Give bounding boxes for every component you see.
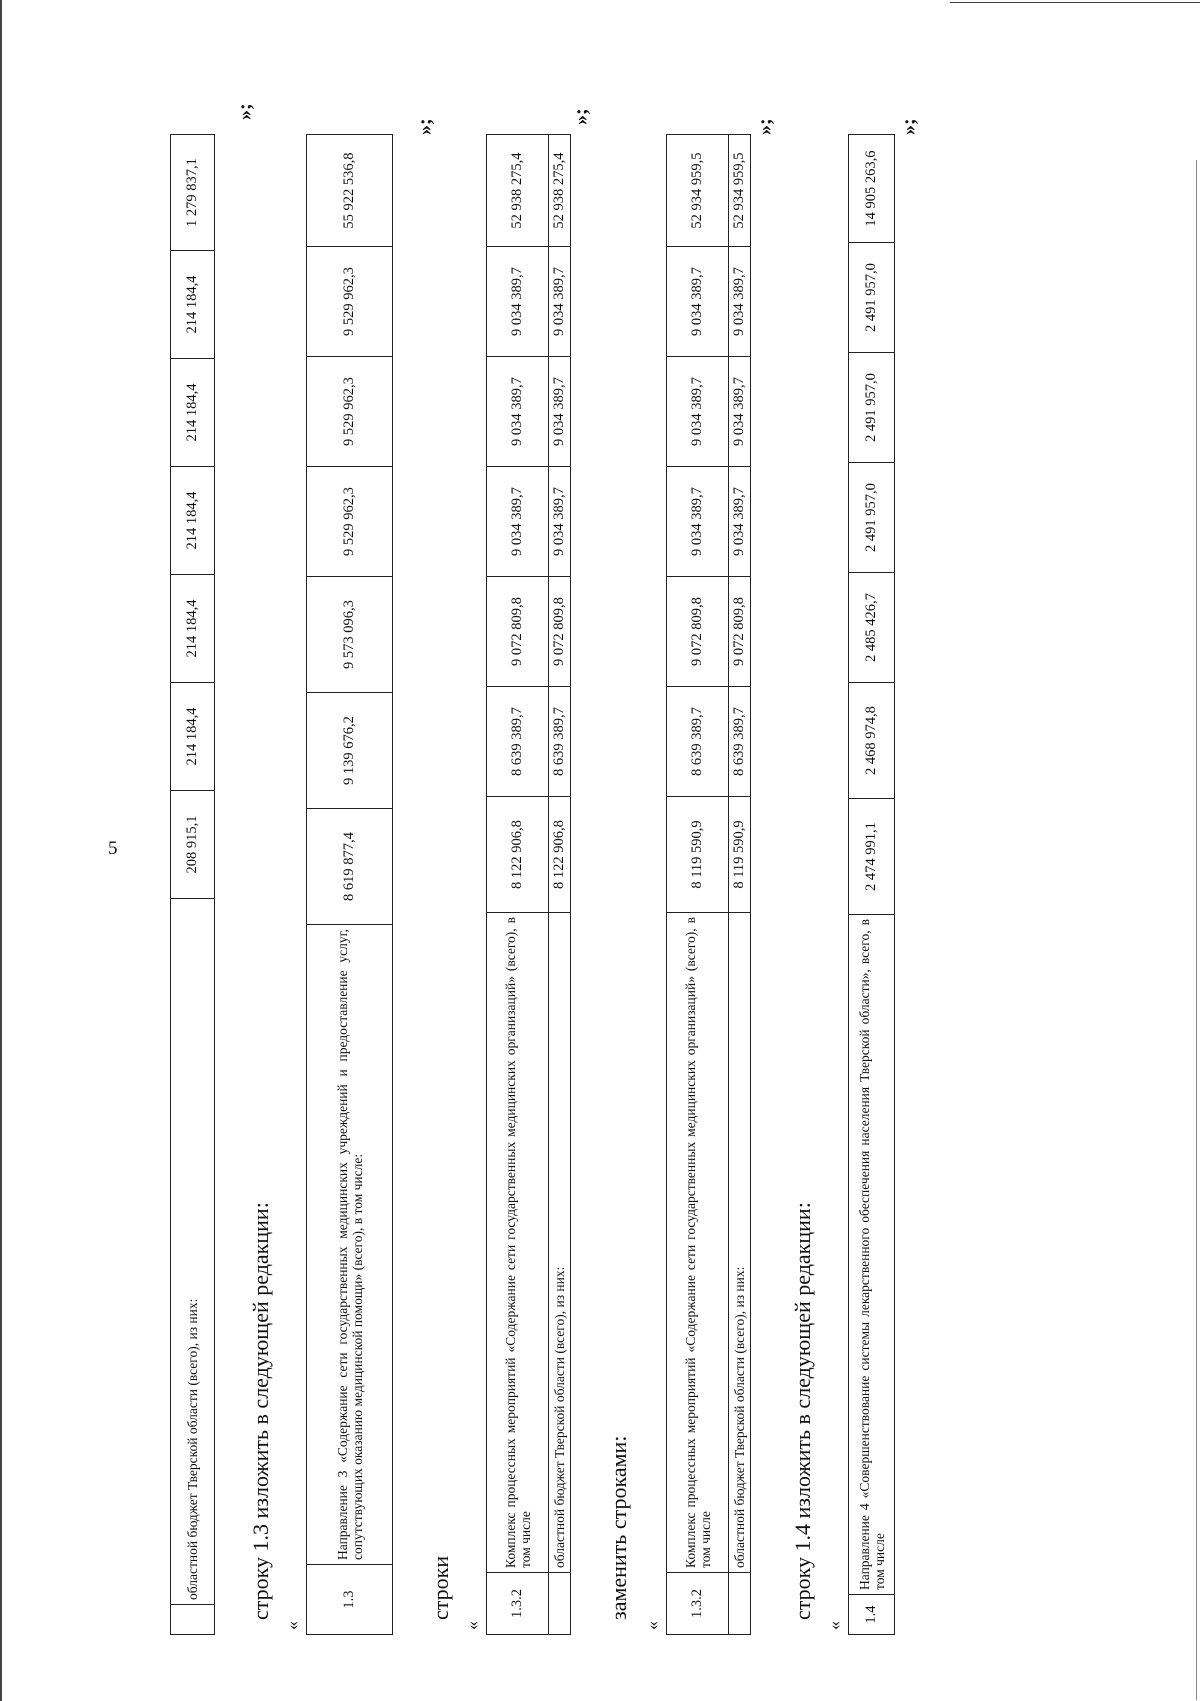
row-code: 1.3 [307, 1565, 393, 1635]
value-cell: 8 119 590,9 [667, 797, 729, 913]
table-row-1-4 [848, 134, 895, 1635]
table-row [729, 135, 751, 1635]
value-cell: 52 934 959,5 [667, 135, 729, 247]
value-cell: 9 072 809,8 [667, 577, 729, 687]
value-cell: 8 122 906,8 [487, 797, 549, 913]
table-row [171, 135, 215, 1635]
value-cell: 2 491 957,0 [849, 353, 895, 463]
value-cell: 214 184,4 [171, 251, 215, 359]
value-cell: 9 072 809,8 [487, 577, 549, 687]
value-cell: 9 034 389,7 [729, 467, 751, 577]
row-code [549, 1573, 571, 1635]
value-cell: 9 034 389,7 [667, 357, 729, 467]
value-cell: 2 491 957,0 [849, 243, 895, 353]
table-row [487, 135, 549, 1635]
value-cell: 214 184,4 [171, 683, 215, 791]
table-rows-new [666, 134, 751, 1635]
value-cell: 8 639 389,7 [667, 687, 729, 797]
table-row [549, 135, 571, 1635]
instruction-replace: заменить строками: [606, 1435, 631, 1620]
value-cell: 52 934 959,5 [729, 135, 751, 247]
close-quote: »; [414, 118, 436, 135]
open-quote: « [282, 1621, 302, 1630]
close-quote: »; [754, 118, 776, 135]
table-first-row [170, 134, 215, 1635]
row-label: Направление 3 «Содержание сети государственных медицинских учреждений и предоставление услуг, сопутствующих оказанию медицинской помощи» (всего), в том числе: [307, 925, 393, 1565]
row-code [729, 1573, 751, 1635]
instruction-row-1-3: строку 1.3 изложить в следующей редакции: [248, 1202, 273, 1620]
close-quote: »; [898, 118, 920, 135]
row-code: 1.4 [849, 1595, 895, 1635]
page-number: 5 [108, 838, 118, 859]
open-quote: « [462, 1621, 482, 1630]
row-label: областной бюджет Тверской области (всего), из них: [171, 899, 215, 1605]
table-rows-old [486, 134, 571, 1635]
value-cell: 9 034 389,7 [729, 357, 751, 467]
value-cell: 8 119 590,9 [729, 797, 751, 913]
value-cell: 14 905 263,6 [849, 135, 895, 243]
value-cell: 2 485 426,7 [849, 573, 895, 683]
instruction-rows: строки [428, 1555, 453, 1620]
value-cell: 55 922 536,8 [307, 135, 393, 247]
value-cell: 9 139 676,2 [307, 693, 393, 809]
scan-edge-right [1196, 160, 1197, 1700]
row-label: областной бюджет Тверской области (всего), из них: [729, 913, 751, 1573]
close-quote: »; [234, 103, 256, 120]
value-cell: 9 034 389,7 [487, 467, 549, 577]
value-cell: 1 279 837,1 [171, 135, 215, 251]
value-cell: 8 639 389,7 [487, 687, 549, 797]
value-cell: 9 034 389,7 [549, 247, 571, 357]
rotated-content [150, 75, 1050, 1635]
value-cell: 8 122 906,8 [549, 797, 571, 913]
table-row [849, 135, 895, 1635]
value-cell: 8 639 389,7 [729, 687, 751, 797]
table-row [307, 135, 393, 1635]
value-cell: 9 529 962,3 [307, 467, 393, 577]
value-cell: 208 915,1 [171, 791, 215, 899]
value-cell: 9 529 962,3 [307, 357, 393, 467]
value-cell: 214 184,4 [171, 359, 215, 467]
value-cell: 9 034 389,7 [549, 357, 571, 467]
value-cell: 214 184,4 [171, 467, 215, 575]
value-cell: 9 072 809,8 [729, 577, 751, 687]
value-cell: 214 184,4 [171, 575, 215, 683]
value-cell: 9 034 389,7 [549, 467, 571, 577]
row-label: Направление 4 «Совершенствование системы лекарственного обеспечения населения Тверской области», всего, в том числе [849, 915, 895, 1595]
row-label: областной бюджет Тверской области (всего), из них: [549, 913, 571, 1573]
value-cell: 52 938 275,4 [487, 135, 549, 247]
value-cell: 2 474 991,1 [849, 799, 895, 915]
value-cell: 8 639 389,7 [549, 687, 571, 797]
table-row-1-3 [306, 134, 393, 1635]
value-cell: 9 034 389,7 [667, 247, 729, 357]
row-label: Комплекс процессных мероприятий «Содержание сети государственных медицинских организаций» (всего), в том числе [667, 913, 729, 1573]
scan-edge-left [0, 0, 2, 1701]
value-cell: 9 034 389,7 [487, 357, 549, 467]
open-quote: « [824, 1621, 844, 1630]
value-cell: 9 034 389,7 [667, 467, 729, 577]
value-cell: 9 072 809,8 [549, 577, 571, 687]
open-quote: « [642, 1621, 662, 1630]
value-cell: 8 619 877,4 [307, 809, 393, 925]
value-cell: 2 491 957,0 [849, 463, 895, 573]
table-row [667, 135, 729, 1635]
row-code [171, 1605, 215, 1635]
value-cell: 9 529 962,3 [307, 247, 393, 357]
close-quote: »; [570, 108, 592, 125]
value-cell: 9 034 389,7 [729, 247, 751, 357]
instruction-row-1-4: строку 1.4 изложить в следующей редакции: [790, 1202, 815, 1620]
value-cell: 2 468 974,8 [849, 683, 895, 799]
value-cell: 9 034 389,7 [487, 247, 549, 357]
value-cell: 52 938 275,4 [549, 135, 571, 247]
scan-edge-top [950, 2, 1200, 3]
row-code: 1.3.2 [667, 1573, 729, 1635]
value-cell: 9 573 096,3 [307, 577, 393, 693]
row-label: Комплекс процессных мероприятий «Содержание сети государственных медицинских организаций» (всего), в том числе [487, 913, 549, 1573]
row-code: 1.3.2 [487, 1573, 549, 1635]
